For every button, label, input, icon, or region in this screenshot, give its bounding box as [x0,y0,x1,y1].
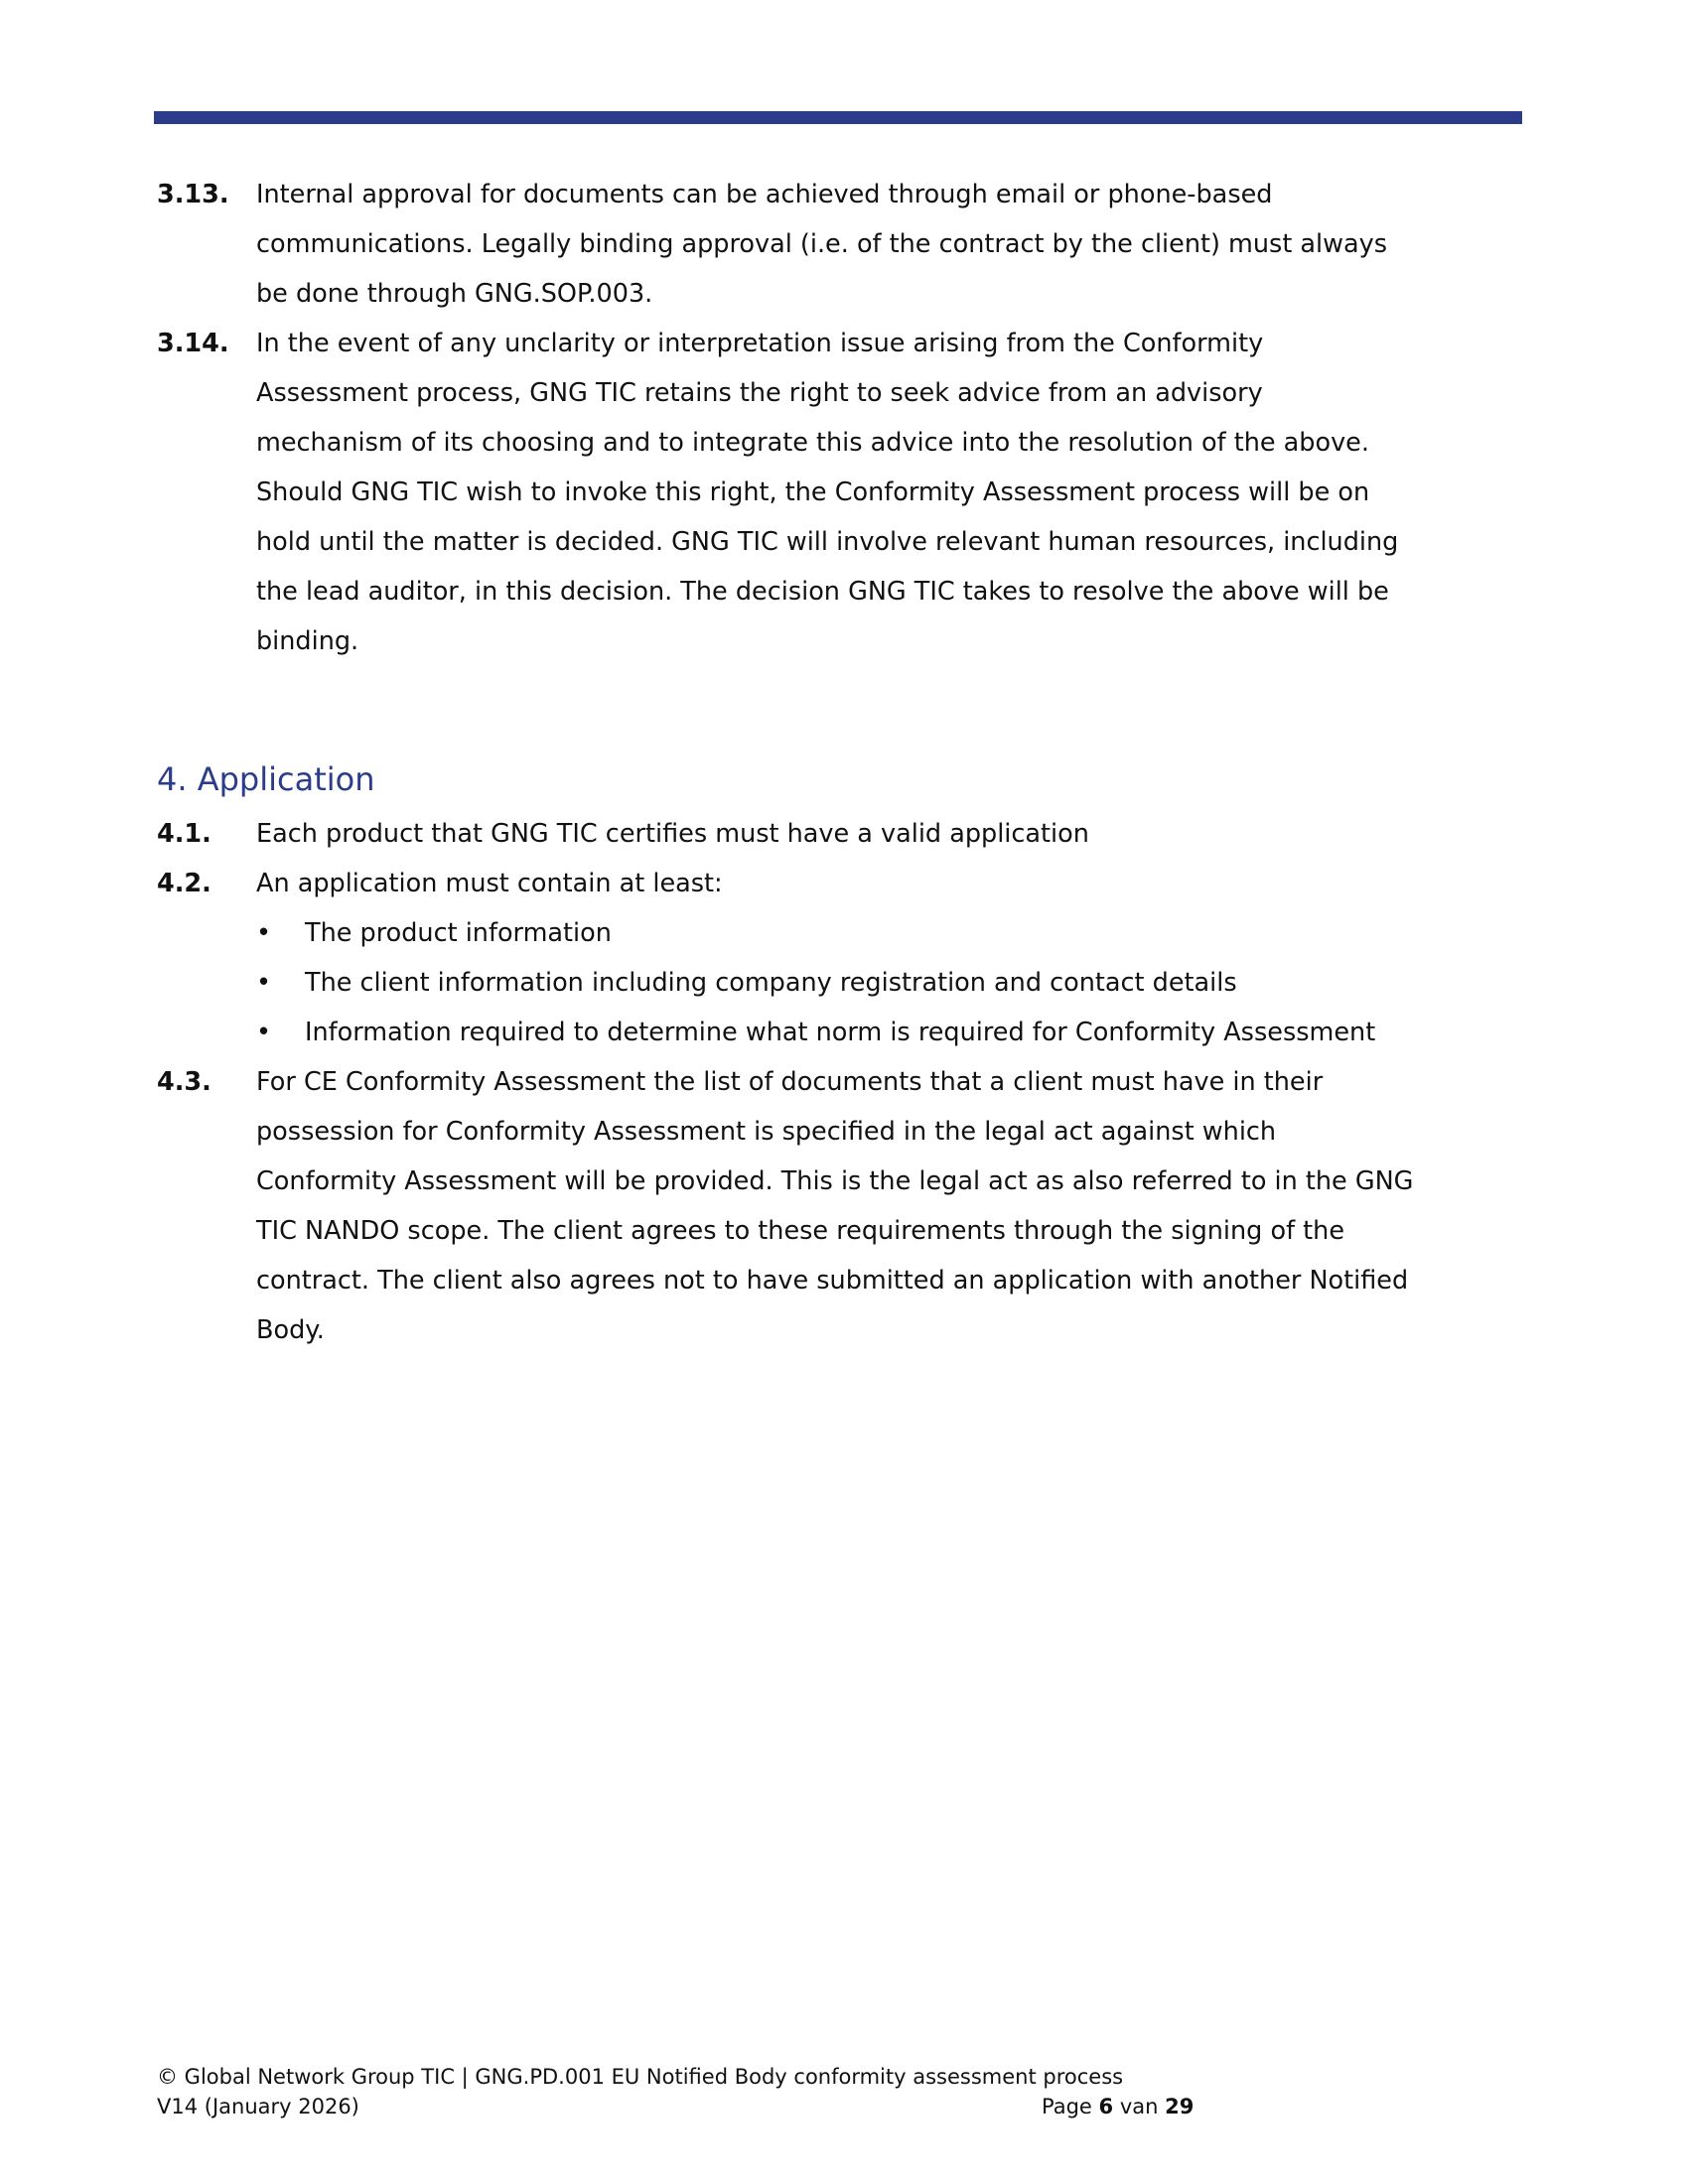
clause-4-2 [0,859,1688,1057]
clause-number: 4.1. [157,819,211,849]
clause-text: Conformity Assessment will be provided. This is the legal act as also referred to in the GNG [256,1166,1414,1196]
clause-text: Each product that GNG TIC certifies must have a valid application [256,819,1089,849]
clause-text: possession for Conformity Assessment is specified in the legal act against which [256,1117,1277,1147]
footer-version: V14 (January 2026) [157,2095,359,2118]
clause-text: Internal approval for documents can be achieved through email or phone-based [256,180,1273,209]
bullet-item [0,1008,1688,1057]
clause-number: 3.13. [157,180,229,209]
clause-text: contract. The client also agrees not to have submitted an application with another Notified [256,1266,1409,1296]
clause-number: 4.3. [157,1067,211,1097]
clause-text: Assessment process, GNG TIC retains the right to seek advice from an advisory [256,378,1263,408]
bullet-text: Information required to determine what norm is required for Conformity Assessment [305,1018,1376,1047]
clause-text: mechanism of its choosing and to integrate this advice into the resolution of the above. [256,428,1369,458]
clause-text: communications. Legally binding approval (i.e. of the contract by the client) must always [256,229,1387,259]
clause-text: Body. [256,1315,325,1345]
footer-page-number [1042,2092,1194,2121]
clause-text: Should GNG TIC wish to invoke this right, the Conformity Assessment process will be on [256,478,1370,507]
section-heading: 4. Application [157,760,375,798]
clause-number: 4.2. [157,869,211,898]
bullet-item [0,908,1688,958]
clause-3-14 [0,319,1688,666]
clause-text: be done through GNG.SOP.003. [256,279,653,309]
page-label: Page [1042,2095,1092,2118]
clause-text: In the event of any unclarity or interpretation issue arising from the Conformity [256,329,1264,358]
bullet-icon: • [256,918,272,948]
clause-text: An application must contain at least: [256,869,723,898]
clause-text: For CE Conformity Assessment the list of documents that a client must have in their [256,1067,1324,1097]
page-of: van [1119,2095,1159,2118]
footer-copyright: © Global Network Group TIC | GNG.PD.001 EU Notified Body conformity assessment process [157,2065,1124,2089]
page-current: 6 [1098,2095,1114,2118]
clause-4-1 [0,809,1688,859]
bullet-text: The product information [305,918,612,948]
bullet-icon: • [256,968,272,998]
clause-4-3 [0,1057,1688,1355]
clause-3-13 [0,170,1688,319]
bullet-icon: • [256,1018,272,1047]
clause-text: hold until the matter is decided. GNG TIC will involve relevant human resources, including [256,527,1399,557]
bullet-text: The client information including company registration and contact details [305,968,1237,998]
clause-number: 3.14. [157,329,229,358]
bullet-item [0,958,1688,1008]
clause-text: binding. [256,626,359,656]
page-total: 29 [1165,2095,1195,2118]
header-rule [154,111,1522,124]
clause-text: TIC NANDO scope. The client agrees to these requirements through the signing of the [256,1216,1345,1246]
clause-text: the lead auditor, in this decision. The decision GNG TIC takes to resolve the above will be [256,577,1389,607]
